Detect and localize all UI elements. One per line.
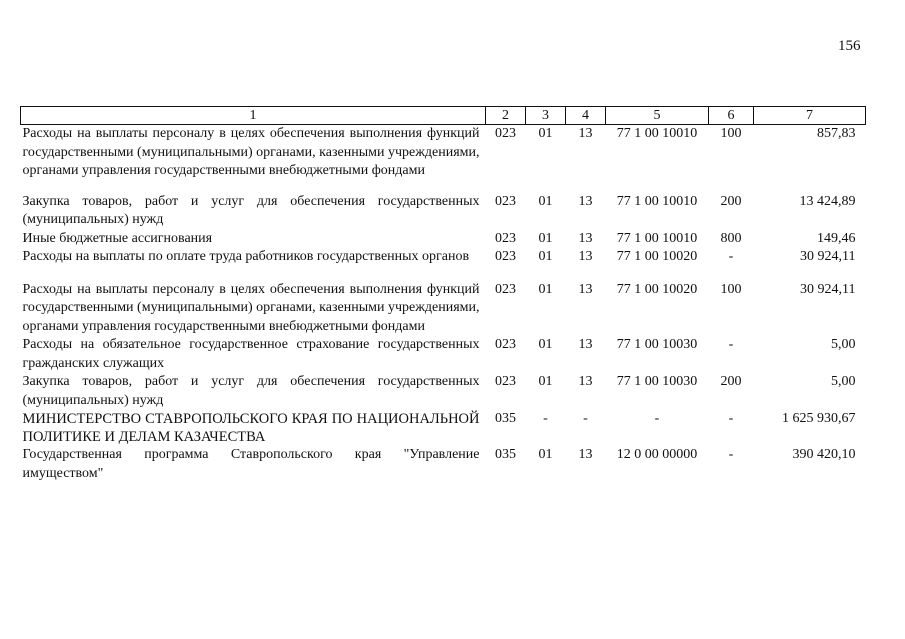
row-csr: 12 0 00 00000 — [616, 447, 698, 462]
row-amount: 857,83 — [817, 126, 856, 141]
table-row — [21, 446, 866, 483]
row-vr: 200 — [720, 374, 742, 389]
row-spacer — [21, 267, 866, 281]
budget-table — [20, 106, 866, 483]
row-name: Закупка товаров, работ и услуг для обеспечения государственных (муниципальных) нужд — [22, 193, 480, 227]
header-col-4: 4 — [566, 107, 606, 125]
table-row — [21, 193, 866, 230]
row-vr: 100 — [720, 126, 742, 141]
row-amount: 5,00 — [831, 374, 856, 389]
row-name: Иные бюджетные ассигнования — [22, 230, 213, 246]
row-csr: 77 1 00 10010 — [616, 230, 698, 246]
header-col-5: 5 — [606, 107, 709, 125]
row-name: Расходы на обязательное государственное страхование государственных гражданских служащих — [22, 337, 480, 371]
row-pr: 13 — [578, 126, 593, 141]
row-vr: - — [728, 249, 734, 264]
row-name: Расходы на выплаты по оплате труда работников государственных органов — [22, 249, 470, 264]
table-row — [21, 248, 866, 267]
row-name: Государственная программа Ставропольского края "Управление имуществом" — [22, 447, 480, 481]
row-pr: 13 — [578, 374, 593, 389]
row-rz: 01 — [538, 230, 553, 246]
header-row — [21, 107, 866, 125]
row-vr: 200 — [720, 193, 742, 209]
row-pr: 13 — [578, 337, 593, 352]
row-pr: - — [583, 411, 588, 426]
row-amount: 30 924,11 — [800, 249, 856, 264]
row-grbs: 023 — [495, 193, 516, 209]
row-name: МИНИСТЕРСТВО СТАВРОПОЛЬСКОГО КРАЯ ПО НАЦИОНАЛЬНОЙ ПОЛИТИКЕ И ДЕЛАМ КАЗАЧЕСТВА — [22, 411, 480, 445]
row-amount: 1 625 930,67 — [782, 411, 856, 426]
row-pr: 13 — [578, 193, 593, 209]
row-vr: - — [728, 337, 734, 352]
row-amount: 390 420,10 — [792, 447, 856, 462]
row-amount: 13 424,89 — [799, 193, 856, 209]
row-rz: 01 — [538, 374, 553, 389]
row-vr: 800 — [720, 230, 742, 246]
row-rz: 01 — [538, 447, 553, 462]
row-grbs: 023 — [495, 281, 516, 297]
row-vr: - — [728, 411, 734, 426]
row-csr: 77 1 00 10020 — [616, 281, 698, 297]
page-number: 156 — [838, 38, 861, 54]
row-rz: 01 — [538, 249, 553, 264]
row-name: Расходы на выплаты персоналу в целях обеспечения выполнения функций государственными (муниципальными) органами, казенными учреждениями, органами управления государственными внебюджетными фондами — [22, 126, 480, 178]
row-csr: 77 1 00 10010 — [616, 126, 698, 141]
row-pr: 13 — [578, 249, 593, 264]
row-rz: 01 — [538, 337, 553, 352]
table-row — [21, 410, 866, 446]
row-grbs: 023 — [495, 374, 516, 389]
row-name: Закупка товаров, работ и услуг для обеспечения государственных (муниципальных) нужд — [22, 374, 480, 408]
row-vr: - — [728, 447, 734, 462]
row-grbs: 035 — [495, 447, 516, 462]
table-row — [21, 373, 866, 410]
row-csr: 77 1 00 10010 — [616, 193, 698, 209]
row-grbs: 035 — [495, 411, 516, 426]
row-vr: 100 — [720, 281, 742, 297]
header-col-7: 7 — [754, 107, 866, 125]
row-rz: 01 — [538, 126, 553, 141]
row-grbs: 023 — [495, 249, 516, 264]
row-rz: 01 — [538, 281, 553, 297]
row-amount: 149,46 — [817, 230, 856, 246]
row-csr: 77 1 00 10030 — [616, 374, 698, 389]
table-row — [21, 125, 866, 181]
row-grbs: 023 — [495, 337, 516, 352]
header-col-1: 1 — [21, 107, 486, 125]
row-spacer — [21, 181, 866, 193]
row-csr: 77 1 00 10030 — [616, 337, 698, 352]
table-row — [21, 281, 866, 337]
row-pr: 13 — [578, 447, 593, 462]
row-pr: 13 — [578, 281, 593, 297]
row-grbs: 023 — [495, 230, 516, 246]
header-col-2: 2 — [486, 107, 526, 125]
table-row — [21, 230, 866, 249]
row-rz: 01 — [538, 193, 553, 209]
table-row — [21, 336, 866, 373]
row-csr: - — [654, 411, 660, 426]
row-name: Расходы на выплаты персоналу в целях обеспечения выполнения функций государственными (муниципальными) органами, казенными учреждениями, органами управления государственными внебюджетными фондами — [22, 281, 480, 334]
row-grbs: 023 — [495, 126, 516, 141]
row-csr: 77 1 00 10020 — [616, 249, 698, 264]
row-rz: - — [543, 411, 548, 426]
header-col-6: 6 — [709, 107, 754, 125]
row-amount: 5,00 — [831, 337, 856, 352]
row-amount: 30 924,11 — [800, 281, 856, 297]
header-col-3: 3 — [526, 107, 566, 125]
row-pr: 13 — [578, 230, 593, 246]
